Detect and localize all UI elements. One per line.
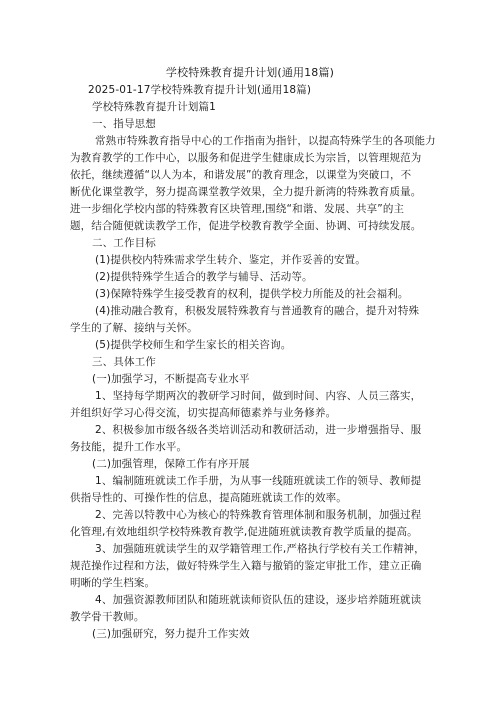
heading-work-goals: 二、工作目标 — [92, 237, 156, 249]
paragraph-line: 明晰的学生档案。 — [70, 577, 156, 589]
list-item-continuation: 学生的了解、接纳与关怀。 — [70, 322, 198, 334]
paragraph-line: 2、完善以特教中心为核心的特殊教育管理体制和服务机制，加强过程 — [95, 509, 422, 521]
date-line: 2025-01-17学校特殊教育提升计划(通用18篇) — [88, 84, 312, 96]
list-item: (1)提供校内特殊需求学生转介、鉴定，并作妥善的安置。 — [95, 254, 366, 266]
paragraph-line: 为教育教学的工作中心，以服务和促进学生健康成长为宗旨，以管理规范为 — [70, 152, 422, 164]
paragraph-line: 2、积极参加市级各级各类培训活动和教研活动，进一步增强指导、服 — [95, 424, 422, 436]
paragraph-line: 教学骨干教师。 — [70, 611, 145, 623]
paragraph-line: 3、加强随班就读学生的双学籍管理工作,严格执行学校有关工作精神， — [95, 543, 425, 555]
paragraph-line: 1、坚持每学期两次的教研学习时间，做到时间、内容、人员三落实， — [95, 390, 422, 402]
subheading: (三)加强研究，努力提升工作实效 — [92, 628, 250, 640]
paragraph-line: 1、编制随班就读工作手册，为从事一线随班就读工作的领导、教师提 — [95, 475, 422, 487]
paragraph-line: 常熟市特殊教育指导中心的工作指南为指针，以提高特殊学生的各项能力 — [95, 135, 436, 147]
document-title: 学校特殊教育提升计划(通用18篇) — [165, 66, 335, 79]
list-item: (2)提供特殊学生适合的教学与辅导、活动等。 — [95, 271, 313, 283]
paragraph-line: 规范操作过程和方法，做好特殊学生入籍与撤销的鉴定审批工作，建立正确 — [70, 560, 422, 572]
heading-guiding-ideology: 一、指导思想 — [92, 118, 156, 130]
section-heading: 学校特殊教育提升计划篇1 — [92, 101, 216, 113]
list-item: (3)保障特殊学生接受教育的权利，提供学校力所能及的社会福利。 — [95, 288, 409, 300]
paragraph-line: 依托，继续遵循“以人为本，和谐发展”的教育理念，以课堂为突破口，不 — [70, 169, 412, 181]
paragraph-line: 供指导性的、可操作性的信息，提高随班就读工作的效率。 — [70, 492, 347, 504]
list-item: (4)推动融合教育，积极发展特殊教育与普通教育的融合，提升对特殊 — [95, 305, 420, 317]
paragraph-line: 题，结合随便就读教学工作，促进学校教育教学全面、协调、可持续发展。 — [70, 220, 422, 232]
heading-specific-work: 三、具体工作 — [92, 356, 156, 368]
paragraph-line: 断优化课堂教学，努力提高课堂教学效果，全力提升新湾的特殊教育质量。 — [70, 186, 422, 198]
paragraph-line: 化管理,有效地组织学校特殊教育教学,促进随班就读教育教学质量的提高。 — [70, 526, 418, 538]
paragraph-line: 4、加强资源教师团队和随班就读师资队伍的建设，逐步培养随班就读 — [95, 594, 422, 606]
list-item: (5)提供学校师生和学生家长的相关咨询。 — [95, 339, 292, 351]
paragraph-line: 务技能，提升工作水平。 — [70, 441, 188, 453]
paragraph-line: 并组织好学习心得交流，切实提高师德素养与业务修养。 — [70, 407, 337, 419]
paragraph-line: 进一步细化学校内部的特殊教育区块管理,围绕“和谐、发展、共享”的主 — [70, 203, 405, 215]
subheading: (一)加强学习，不断提高专业水平 — [92, 373, 250, 385]
subheading: (二)加强管理，保障工作有序开展 — [92, 458, 250, 470]
